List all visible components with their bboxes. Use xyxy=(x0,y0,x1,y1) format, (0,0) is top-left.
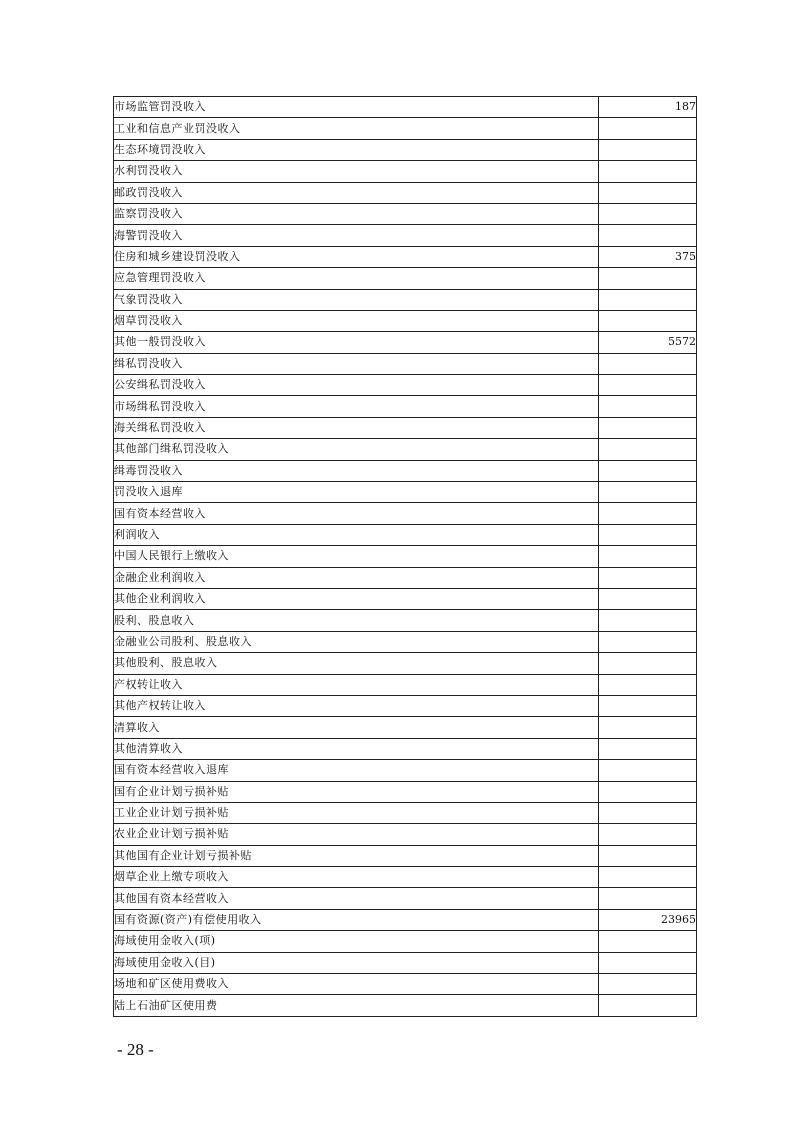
table-row xyxy=(114,931,697,952)
table-row xyxy=(114,118,697,139)
row-amount xyxy=(599,396,697,417)
row-amount xyxy=(599,738,697,759)
row-amount xyxy=(599,289,697,310)
row-item-name: 其他产权转让收入 xyxy=(114,695,599,716)
revenue-table xyxy=(113,96,697,1017)
row-item-name: 其他股利、股息收入 xyxy=(114,653,599,674)
row-amount xyxy=(599,802,697,823)
row-item-name: 其他国有资本经营收入 xyxy=(114,888,599,909)
row-item-name: 邮政罚没收入 xyxy=(114,182,599,203)
row-item-name: 其他企业利润收入 xyxy=(114,588,599,609)
table-row xyxy=(114,203,697,224)
row-item-name: 其他部门缉私罚没收入 xyxy=(114,439,599,460)
table-row xyxy=(114,845,697,866)
table-row xyxy=(114,760,697,781)
table-row xyxy=(114,653,697,674)
row-item-name: 其他一般罚没收入 xyxy=(114,332,599,353)
table-row xyxy=(114,439,697,460)
row-item-name: 海域使用金收入(项) xyxy=(114,931,599,952)
row-amount xyxy=(599,760,697,781)
row-item-name: 其他国有企业计划亏损补贴 xyxy=(114,845,599,866)
row-item-name: 公安缉私罚没收入 xyxy=(114,375,599,396)
row-amount xyxy=(599,888,697,909)
row-amount xyxy=(599,353,697,374)
table-row xyxy=(114,867,697,888)
row-item-name: 场地和矿区使用费收入 xyxy=(114,974,599,995)
row-item-name: 金融企业利润收入 xyxy=(114,567,599,588)
table-row xyxy=(114,631,697,652)
row-item-name: 中国人民银行上缴收入 xyxy=(114,546,599,567)
row-item-name: 应急管理罚没收入 xyxy=(114,268,599,289)
row-amount: 187 xyxy=(599,97,697,118)
row-amount xyxy=(599,781,697,802)
table-row xyxy=(114,482,697,503)
row-item-name: 海关缉私罚没收入 xyxy=(114,417,599,438)
table-row xyxy=(114,974,697,995)
row-item-name: 海警罚没收入 xyxy=(114,225,599,246)
table-row xyxy=(114,995,697,1016)
row-amount xyxy=(599,139,697,160)
row-amount xyxy=(599,161,697,182)
row-item-name: 水利罚没收入 xyxy=(114,161,599,182)
table-row xyxy=(114,268,697,289)
row-amount xyxy=(599,524,697,545)
table-row xyxy=(114,332,697,353)
row-amount xyxy=(599,653,697,674)
row-item-name: 陆上石油矿区使用费 xyxy=(114,995,599,1016)
row-item-name: 海域使用金收入(目) xyxy=(114,952,599,973)
table-row xyxy=(114,824,697,845)
row-amount xyxy=(599,310,697,331)
row-amount xyxy=(599,674,697,695)
row-item-name: 住房和城乡建设罚没收入 xyxy=(114,246,599,267)
row-amount: 23965 xyxy=(599,909,697,930)
row-amount xyxy=(599,503,697,524)
row-amount xyxy=(599,182,697,203)
row-amount xyxy=(599,952,697,973)
table-row xyxy=(114,246,697,267)
row-item-name: 罚没收入退库 xyxy=(114,482,599,503)
row-amount xyxy=(599,995,697,1016)
table-row xyxy=(114,161,697,182)
row-amount: 375 xyxy=(599,246,697,267)
row-amount xyxy=(599,460,697,481)
row-item-name: 气象罚没收入 xyxy=(114,289,599,310)
table-row xyxy=(114,139,697,160)
table-row xyxy=(114,310,697,331)
row-amount xyxy=(599,974,697,995)
row-item-name: 股利、股息收入 xyxy=(114,610,599,631)
table-row xyxy=(114,717,697,738)
row-amount xyxy=(599,567,697,588)
table-row xyxy=(114,524,697,545)
row-item-name: 国有资本经营收入 xyxy=(114,503,599,524)
row-item-name: 利润收入 xyxy=(114,524,599,545)
table-row xyxy=(114,952,697,973)
row-amount xyxy=(599,588,697,609)
row-item-name: 监察罚没收入 xyxy=(114,203,599,224)
table-row xyxy=(114,417,697,438)
table-row xyxy=(114,888,697,909)
row-item-name: 工业企业计划亏损补贴 xyxy=(114,802,599,823)
row-item-name: 金融业公司股利、股息收入 xyxy=(114,631,599,652)
table-row xyxy=(114,546,697,567)
row-amount xyxy=(599,824,697,845)
table-row xyxy=(114,503,697,524)
row-item-name: 国有资源(资产)有偿使用收入 xyxy=(114,909,599,930)
table-row xyxy=(114,289,697,310)
row-item-name: 产权转让收入 xyxy=(114,674,599,695)
row-amount xyxy=(599,931,697,952)
row-amount xyxy=(599,203,697,224)
row-item-name: 烟草企业上缴专项收入 xyxy=(114,867,599,888)
table-row xyxy=(114,396,697,417)
table-row xyxy=(114,588,697,609)
row-item-name: 国有资本经营收入退库 xyxy=(114,760,599,781)
row-amount xyxy=(599,225,697,246)
row-amount xyxy=(599,417,697,438)
table-row xyxy=(114,182,697,203)
row-amount xyxy=(599,695,697,716)
row-item-name: 烟草罚没收入 xyxy=(114,310,599,331)
row-item-name: 其他清算收入 xyxy=(114,738,599,759)
row-item-name: 清算收入 xyxy=(114,717,599,738)
row-item-name: 工业和信息产业罚没收入 xyxy=(114,118,599,139)
row-amount xyxy=(599,268,697,289)
row-item-name: 缉私罚没收入 xyxy=(114,353,599,374)
table-row xyxy=(114,610,697,631)
row-item-name: 农业企业计划亏损补贴 xyxy=(114,824,599,845)
row-item-name: 缉毒罚没收入 xyxy=(114,460,599,481)
table-row xyxy=(114,353,697,374)
row-amount xyxy=(599,867,697,888)
table-row xyxy=(114,225,697,246)
table-row xyxy=(114,460,697,481)
table-row xyxy=(114,738,697,759)
table-row xyxy=(114,695,697,716)
row-amount xyxy=(599,118,697,139)
table-row xyxy=(114,802,697,823)
table-row xyxy=(114,97,697,118)
row-amount xyxy=(599,631,697,652)
table-row xyxy=(114,567,697,588)
row-amount xyxy=(599,375,697,396)
row-item-name: 生态环境罚没收入 xyxy=(114,139,599,160)
page-number: - 28 - xyxy=(117,1040,154,1059)
row-amount xyxy=(599,482,697,503)
row-amount xyxy=(599,546,697,567)
row-amount xyxy=(599,717,697,738)
revenue-table-body xyxy=(114,97,697,1017)
row-amount: 5572 xyxy=(599,332,697,353)
row-item-name: 市场缉私罚没收入 xyxy=(114,396,599,417)
table-row xyxy=(114,909,697,930)
table-row xyxy=(114,375,697,396)
row-amount xyxy=(599,610,697,631)
table-row xyxy=(114,781,697,802)
row-amount xyxy=(599,845,697,866)
table-row xyxy=(114,674,697,695)
row-item-name: 市场监管罚没收入 xyxy=(114,97,599,118)
row-item-name: 国有企业计划亏损补贴 xyxy=(114,781,599,802)
row-amount xyxy=(599,439,697,460)
